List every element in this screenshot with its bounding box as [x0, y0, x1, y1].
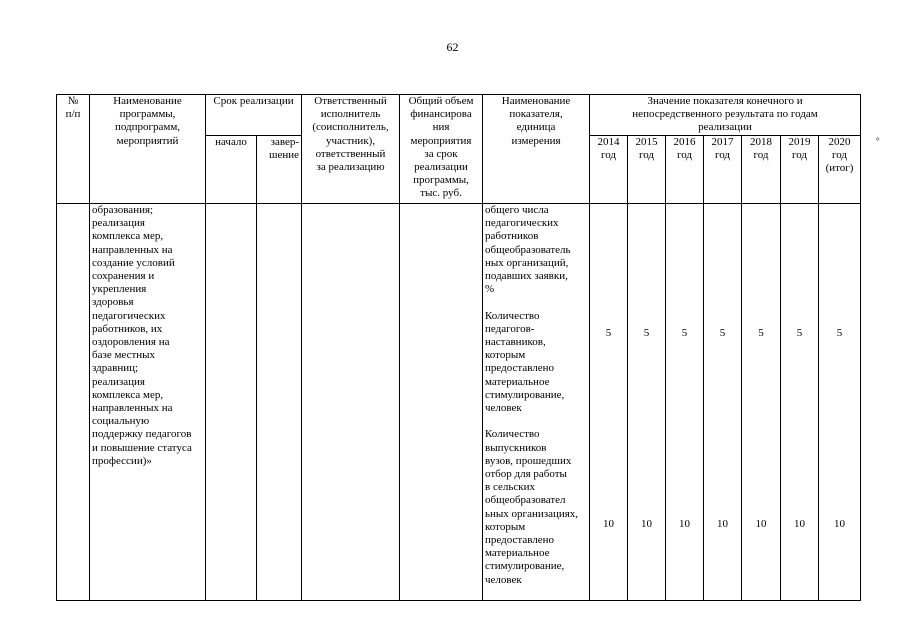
row-value-2020: 5 10 — [819, 204, 861, 601]
row-value-2017: 5 10 — [704, 204, 742, 601]
header-year-2019: 2019 год — [781, 136, 819, 204]
row-executor — [302, 204, 400, 601]
header-year-2017: 2017 год — [704, 136, 742, 204]
program-table — [56, 94, 861, 601]
header-year-2016: 2016 год — [666, 136, 704, 204]
row-program-text: образования; реализация комплекса мер, направленных на создание условий сохранения и укрепления здоровья педагогических работников, их оздоровления на базе местных здравниц; реализация комплекса мер, направленных на социальную поддержку педагогов и повышение статуса профессии)» — [90, 204, 206, 601]
header-row-1 — [57, 95, 861, 136]
row-funding — [400, 204, 483, 601]
header-period: Срок реализации — [206, 95, 302, 136]
row-period-start — [206, 204, 257, 601]
row-value-2018: 5 10 — [742, 204, 781, 601]
header-period-end: завер- шение — [257, 136, 302, 204]
row-value-2016: 5 10 — [666, 204, 704, 601]
stray-mark: ° — [876, 136, 880, 146]
table-row — [57, 204, 861, 601]
header-num: № п/п — [57, 95, 90, 204]
row-indicator-text: общего числа педагогических работников общеобразователь ных организаций, подавших заявки, % Количество педагогов- наставников, которым предоставлено материальное стимулирование, человек Количество выпускников вузов, прошедших отбор для работы в сельских общеобразовател ьных организациях, которым предоставлено материальное стимулирование, человек — [483, 204, 590, 601]
header-indicator: Наименование показателя, единица измерения — [483, 95, 590, 204]
header-values-group: Значение показателя конечного и непосредственного результата по годам реализации — [590, 95, 861, 136]
row-value-2014: 5 10 — [590, 204, 628, 601]
header-program-name: Наименование программы, подпрограмм, мероприятий — [90, 95, 206, 204]
header-year-2018: 2018 год — [742, 136, 781, 204]
row-value-2019: 5 10 — [781, 204, 819, 601]
page-number: 62 — [446, 40, 459, 54]
header-year-2015: 2015 год — [628, 136, 666, 204]
row-num — [57, 204, 90, 601]
header-funding: Общий объем финансирова ния мероприятия за срок реализации программы, тыс. руб. — [400, 95, 483, 204]
header-period-start: начало — [206, 136, 257, 204]
row-period-end — [257, 204, 302, 601]
row-value-2015: 5 10 — [628, 204, 666, 601]
header-executor: Ответственный исполнитель (соисполнитель, участник), ответственный за реализацию — [302, 95, 400, 204]
header-year-2014: 2014 год — [590, 136, 628, 204]
header-year-2020: 2020 год (итог) — [819, 136, 861, 204]
